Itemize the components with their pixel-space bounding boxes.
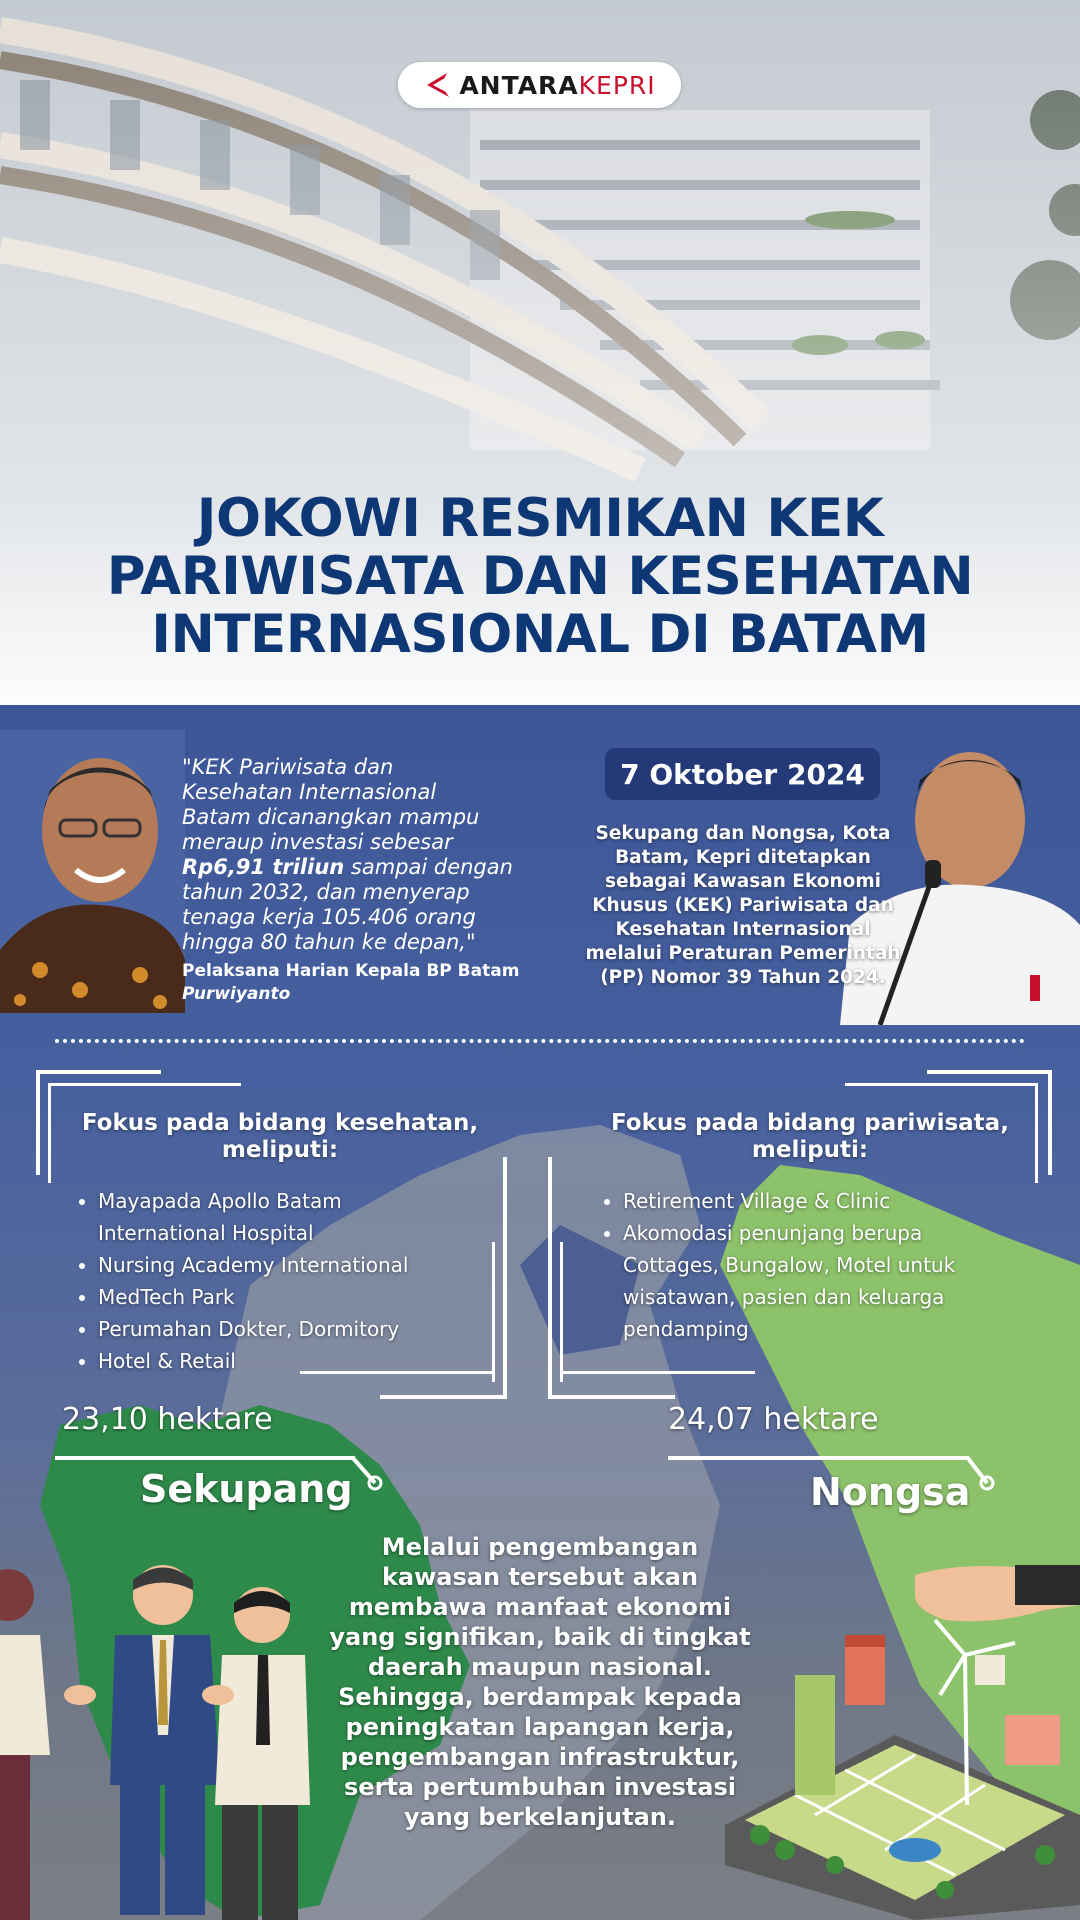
closing-line: serta pertumbuhan investasi <box>344 1773 736 1801</box>
callout-pointer <box>965 1453 1005 1493</box>
title-line: PARIWISATA DAN KESEHATAN <box>106 546 974 607</box>
frame-line <box>548 1157 552 1397</box>
health-list <box>72 1185 498 1377</box>
quote-line-rest: sampai dengan <box>344 855 513 879</box>
closing-line: Melalui pengembangan <box>381 1533 699 1561</box>
frame-line <box>36 1070 40 1175</box>
list-item-label: Cottages, Bungalow, Motel untuk <box>623 1253 956 1277</box>
decree-line: Batam, Kepri ditetapkan <box>615 847 871 868</box>
callout-pointer <box>350 1453 390 1493</box>
closing-line: yang signifikan, baik di tingkat <box>329 1623 751 1651</box>
list-item: • Hotel & Retail <box>98 1345 498 1377</box>
nongsa-label: Nongsa <box>810 1470 971 1514</box>
closing-line: membawa manfaat ekonomi <box>348 1593 732 1621</box>
sekupang-area: 23,10 hektare <box>62 1402 273 1437</box>
health-heading-line: meliputi: <box>221 1137 339 1163</box>
decree-line: Kesehatan Internasional <box>615 919 871 940</box>
closing-line: daerah maupun nasional. <box>367 1653 713 1681</box>
closing-paragraph <box>320 1532 760 1832</box>
frame-line <box>548 1395 675 1399</box>
list-item: • Nursing Academy International <box>98 1249 498 1281</box>
callout-line <box>55 1456 355 1460</box>
page-title <box>0 490 1080 664</box>
antara-kepri-logo[interactable] <box>398 62 681 108</box>
decree-line: Khusus (KEK) Pariwisata dan <box>592 895 894 916</box>
frame-line <box>560 1371 755 1374</box>
closing-line: peningkatan lapangan kerja, <box>345 1713 735 1741</box>
frame-line <box>1035 1083 1038 1183</box>
closing-line: pengembangan infrastruktur, <box>340 1743 740 1771</box>
quote-role: Pelaksana Harian Kepala BP Batam <box>182 961 520 981</box>
list-item-label: pendamping <box>623 1317 749 1341</box>
logo-brand: ANTARA <box>459 70 579 100</box>
frame-line <box>560 1242 563 1382</box>
investment-value: Rp6,91 triliun <box>182 855 345 879</box>
title-line: JOKOWI RESMIKAN KEK <box>196 488 884 549</box>
date-badge: 7 Oktober 2024 <box>605 748 880 800</box>
quote-line: tahun 2032, dan menyerap <box>182 880 470 904</box>
decree-line: sebagai Kawasan Ekonomi <box>605 871 881 892</box>
logo-region: KEPRI <box>578 70 656 100</box>
quote-line: Batam dicanangkan mampu <box>182 805 480 829</box>
quote-line: hingga 80 tahun ke depan," <box>182 930 476 954</box>
frame-line <box>48 1083 241 1086</box>
list-item-label: wisatawan, pasien dan keluarga <box>623 1285 945 1309</box>
list-item <box>98 1185 498 1249</box>
quote-line: tenaga kerja 105.406 orang <box>182 905 476 929</box>
list-item: • Retirement Village & Clinic <box>623 1185 1043 1217</box>
purwiyanto-photo <box>0 730 185 1013</box>
health-heading-line: Fokus pada bidang kesehatan, <box>81 1110 479 1136</box>
business-people-illustration <box>0 1555 320 1920</box>
quote-name: Purwiyanto <box>182 984 291 1004</box>
list-item-label: Akomodasi penunjang berupa <box>623 1221 923 1245</box>
frame-line <box>380 1395 507 1399</box>
quote-line: "KEK Pariwisata dan <box>182 755 394 779</box>
frame-line <box>927 1070 1052 1074</box>
closing-line: kawasan tersebut akan <box>381 1563 699 1591</box>
closing-line: Sehingga, berdampak kepada <box>338 1683 742 1711</box>
decree-line: (PP) Nomor 39 Tahun 2024. <box>600 967 886 988</box>
tourism-heading <box>590 1110 1030 1164</box>
main-panel <box>0 705 1080 1920</box>
title-line: INTERNASIONAL DI BATAM <box>151 604 929 665</box>
sekupang-label: Sekupang <box>140 1467 353 1511</box>
list-item: • MedTech Park <box>98 1281 498 1313</box>
city-illustration <box>715 1565 1080 1920</box>
list-item: • Perumahan Dokter, Dormitory <box>98 1313 498 1345</box>
tourism-heading-line: Fokus pada bidang pariwisata, <box>611 1110 1009 1136</box>
decree-text <box>568 822 918 990</box>
frame-line <box>1048 1070 1052 1175</box>
frame-line <box>845 1083 1038 1086</box>
list-item <box>623 1217 1043 1345</box>
decree-line: Sekupang dan Nongsa, Kota <box>595 823 891 844</box>
callout-line <box>668 1456 968 1460</box>
antara-logo-icon <box>423 70 453 100</box>
tourism-heading-line: meliputi: <box>751 1137 869 1163</box>
decree-line: melalui Peraturan Pemerintah <box>585 943 901 964</box>
closing-line: yang berkelanjutan. <box>403 1803 677 1831</box>
nongsa-area: 24,07 hektare <box>668 1402 879 1437</box>
frame-line <box>503 1157 507 1397</box>
quote-line: Kesehatan Internasional <box>182 780 437 804</box>
list-item-label: Mayapada Apollo Batam <box>98 1189 342 1213</box>
dotted-divider <box>55 1039 1025 1043</box>
quote-line: meraup investasi sebesar <box>182 830 453 854</box>
quote-line <box>182 855 542 880</box>
frame-line <box>36 1070 161 1074</box>
list-item-label: International Hospital <box>98 1221 314 1245</box>
quote-block <box>182 755 542 955</box>
health-heading <box>60 1110 500 1164</box>
frame-line <box>48 1083 51 1183</box>
tourism-list <box>597 1185 1043 1345</box>
